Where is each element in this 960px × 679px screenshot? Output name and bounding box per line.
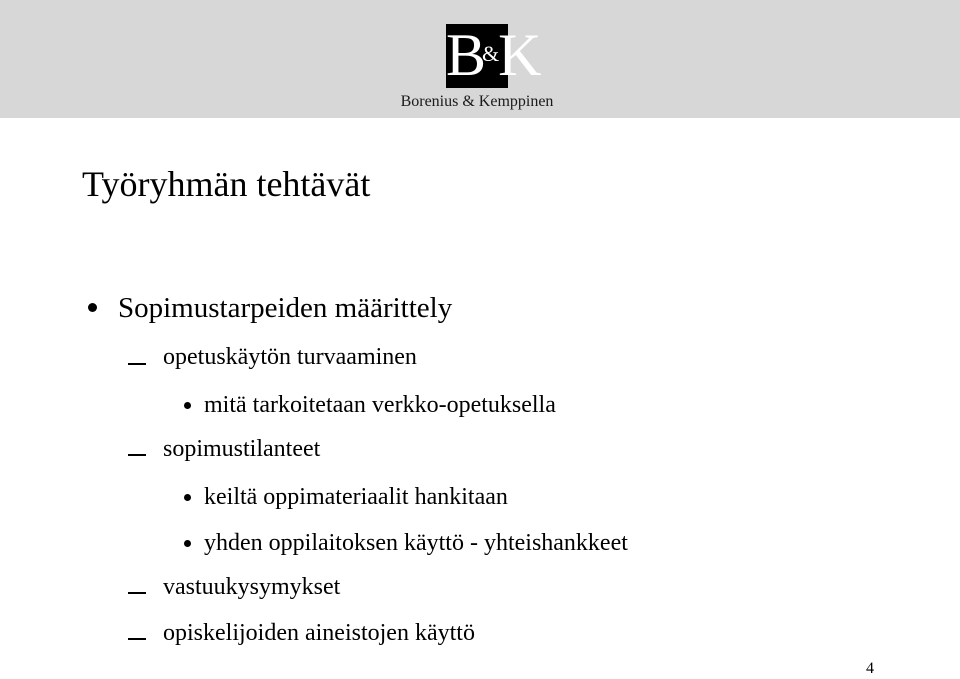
logo-company-name: Borenius & Kemppinen bbox=[400, 93, 554, 110]
bullet-dot-icon bbox=[184, 494, 191, 501]
list-item-level-2: sopimustilanteet bbox=[163, 436, 321, 462]
bk-monogram: B&K bbox=[446, 22, 539, 88]
list-item-level-2: vastuukysymykset bbox=[163, 574, 341, 600]
dash-icon bbox=[128, 363, 146, 365]
company-logo bbox=[388, 24, 566, 114]
list-item-level-3: keiltä oppimateriaalit hankitaan bbox=[204, 484, 508, 510]
list-item-level-1: Sopimustarpeiden määrittely bbox=[118, 292, 453, 324]
list-item-level-3: mitä tarkoitetaan verkko-opetuksella bbox=[204, 392, 556, 418]
dash-icon bbox=[128, 454, 146, 456]
list-item-level-2: opetuskäytön turvaaminen bbox=[163, 344, 417, 370]
dash-icon bbox=[128, 638, 146, 640]
bullet-dot-icon bbox=[88, 303, 97, 312]
list-item-level-3: yhden oppilaitoksen käyttö - yhteishankkeet bbox=[204, 530, 628, 556]
slide-title: Työryhmän tehtävät bbox=[82, 164, 371, 204]
bullet-dot-icon bbox=[184, 402, 191, 409]
dash-icon bbox=[128, 592, 146, 594]
bullet-dot-icon bbox=[184, 540, 191, 547]
list-item-level-2: opiskelijoiden aineistojen käyttö bbox=[163, 620, 475, 646]
page-number: 4 bbox=[866, 660, 874, 677]
header-band bbox=[0, 0, 960, 118]
